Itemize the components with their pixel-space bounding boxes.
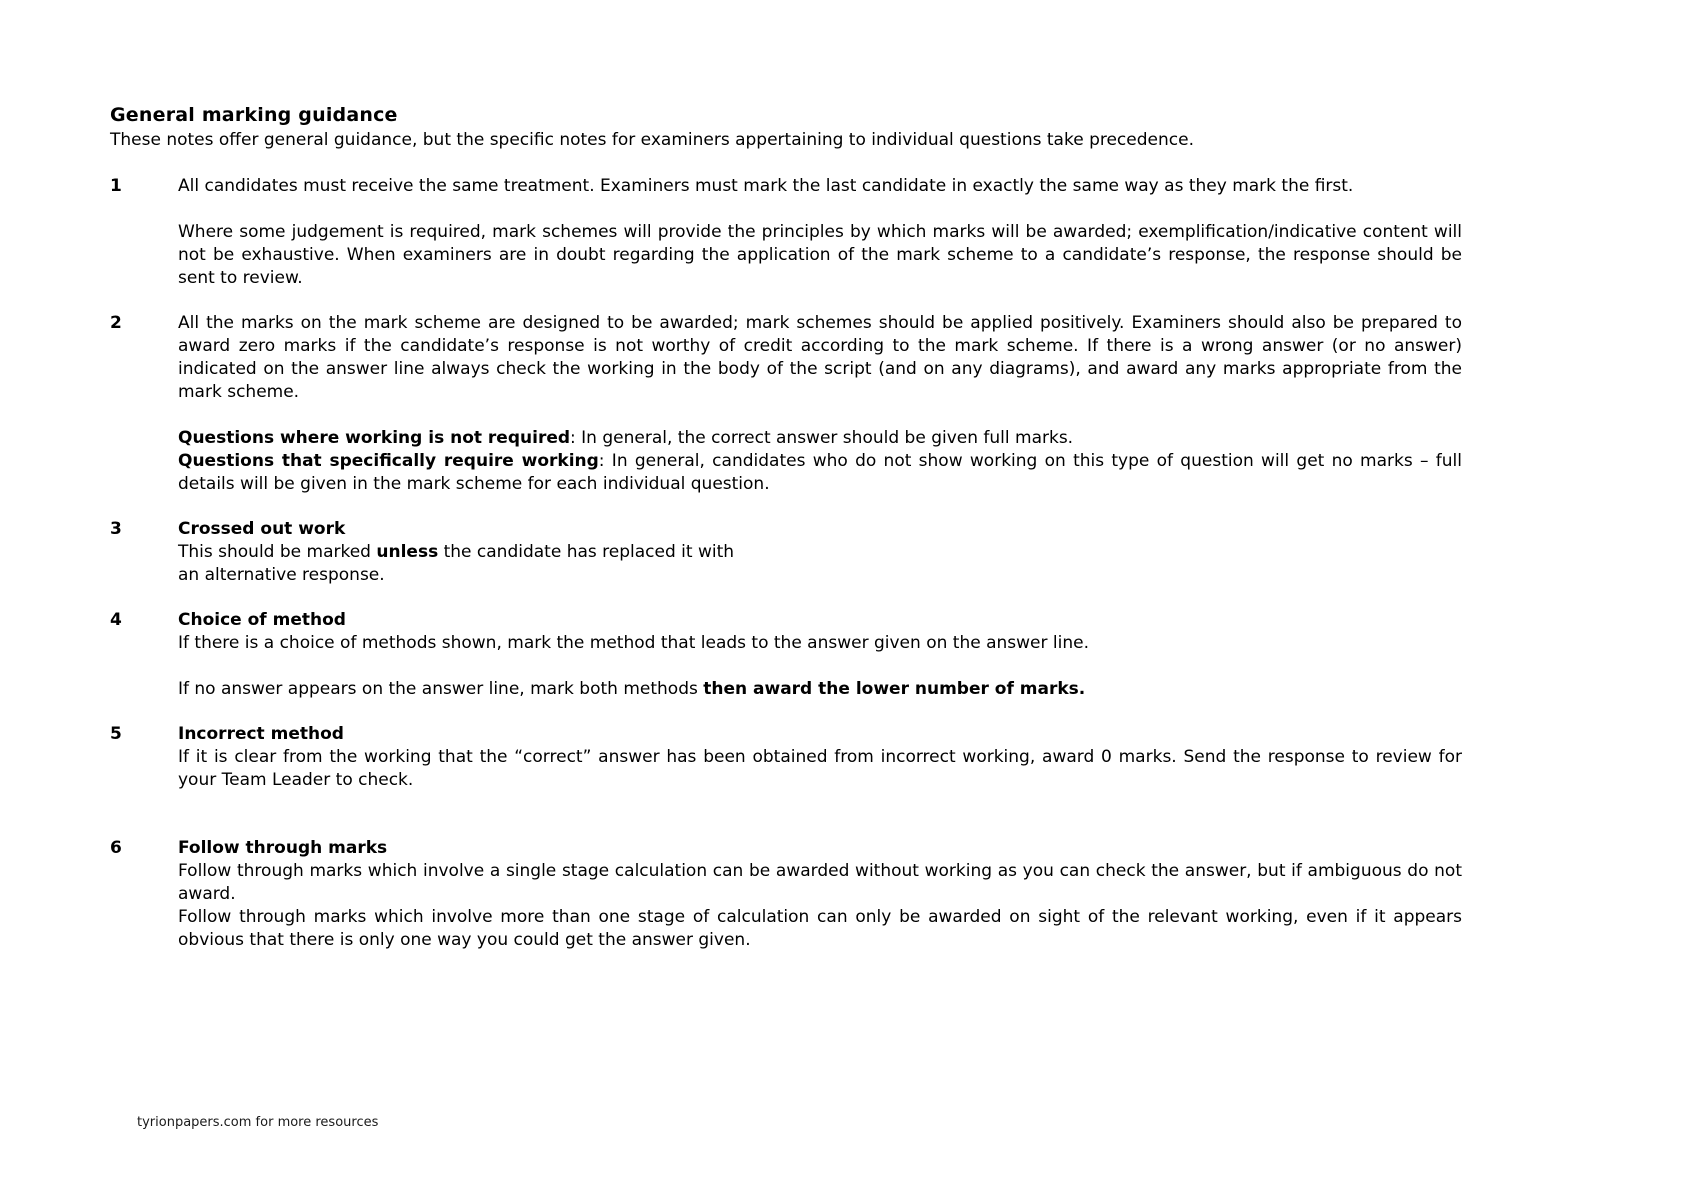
paragraph: [178, 678, 1462, 701]
item-body: [178, 518, 1462, 587]
text-run: Follow through marks which involve more than one stage of calculation can only be awarded on sight of the relevant working, even if it appears obvious that there is only one way you could get the answer given.: [178, 907, 1462, 950]
text-run: Where some judgement is required, mark schemes will provide the principles by which marks will be awarded; exemplification/indicative content will not be exhaustive. When examiners are in doubt regarding the application of the mark scheme to a candidate’s response, the response should be sent to review.: [178, 222, 1462, 288]
paragraph: [178, 746, 1462, 792]
item-number: 2: [110, 313, 122, 333]
bold-text-run: Questions that specifically require working: [178, 451, 599, 471]
list-item-5: [110, 723, 1462, 792]
bold-text-run: then award the lower number of marks.: [703, 679, 1086, 699]
text-run: the candidate has replaced it with: [438, 542, 735, 562]
paragraph: [178, 221, 1462, 290]
bold-text-run: unless: [376, 542, 439, 562]
item-number: 6: [110, 838, 122, 858]
footer-note: tyrionpapers.com for more resources: [137, 1115, 379, 1130]
text-run: All the marks on the mark scheme are designed to be awarded; mark schemes should be applied positively. Examiners should also be prepared to award zero marks if the candidate’s response is not worthy of credit according to the mark scheme. If there is a wrong answer (or no answer) indicated on the answer line always check the working in the body of the script (and on any diagrams), and award any marks appropriate from the mark scheme.: [178, 313, 1462, 402]
text-run: Follow through marks which involve a single stage calculation can be awarded without working as you can check the answer, but if ambiguous do not award.: [178, 861, 1462, 904]
paragraph: [178, 632, 1462, 655]
paragraph: [178, 564, 1462, 587]
item-number: 3: [110, 519, 122, 539]
text-run: an alternative response.: [178, 565, 385, 585]
intro-text: These notes offer general guidance, but the specific notes for examiners appertaining to individual questions take precedence.: [110, 130, 1194, 150]
list-item-3: [110, 518, 1462, 587]
item-body: [178, 312, 1462, 496]
text-run: If it is clear from the working that the “correct” answer has been obtained from incorrect working, award 0 marks. Send the response to review for your Team Leader to check.: [178, 747, 1462, 790]
text-run: This should be marked: [178, 542, 377, 562]
paragraph: [178, 860, 1462, 906]
list-item-2: [110, 312, 1462, 496]
bold-text-run: Questions where working is not required: [178, 428, 571, 448]
text-run: : In general, candidates who do not show working on this type of question will get no marks – full details will be given in the mark scheme for each individual question.: [178, 451, 1463, 494]
text-run: All candidates must receive the same treatment. Examiners must mark the last candidate in exactly the same way as they mark the first.: [178, 176, 1354, 196]
item-heading: Incorrect method: [178, 724, 344, 744]
list-item-4: [110, 609, 1462, 701]
document-content: [110, 102, 1462, 952]
item-heading: Follow through marks: [178, 838, 388, 858]
paragraph: [178, 450, 1462, 496]
item-body: [178, 723, 1462, 792]
paragraph: [178, 175, 1462, 198]
item-body: [178, 837, 1462, 952]
paragraph: [178, 312, 1462, 404]
item-number: 5: [110, 724, 122, 744]
list-item-6: [110, 837, 1462, 952]
list-item-1: [110, 175, 1462, 290]
item-heading: Choice of method: [178, 610, 346, 630]
item-body: [178, 609, 1462, 701]
item-body: [178, 175, 1462, 290]
paragraph: [178, 427, 1462, 450]
text-run: If there is a choice of methods shown, mark the method that leads to the answer given on the answer line.: [178, 633, 1089, 653]
text-run: If no answer appears on the answer line, mark both methods: [178, 679, 704, 699]
text-run: : In general, the correct answer should be given full marks.: [570, 428, 1074, 448]
page-title: General marking guidance: [110, 104, 398, 126]
item-number: 1: [110, 176, 122, 196]
item-number: 4: [110, 610, 122, 630]
item-heading: Crossed out work: [178, 519, 346, 539]
paragraph: [178, 906, 1462, 952]
paragraph: [178, 541, 1462, 564]
